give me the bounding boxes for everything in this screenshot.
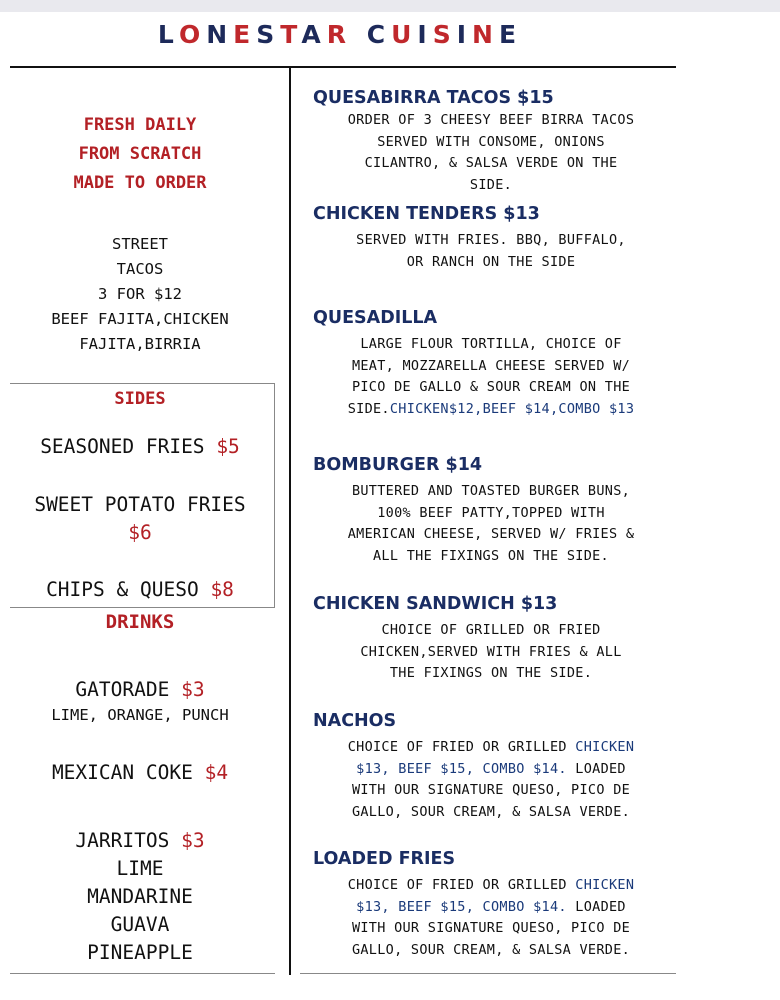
menu-item-quesadilla: QUESADILLA LARGE FLOUR TORTILLA, CHOICE OF MEAT, MOZZARELLA CHEESE SERVED W/ PICO DE GALLO & SOUR CREAM ON THE SIDE.CHICKEN$12,BEEF $14,COMBO $13 xyxy=(313,308,635,417)
menu-item-chicken-tenders: CHICKEN TENDERS $13 SERVED WITH FRIES. BBQ, BUFFALO, OR RANCH ON THE SIDE xyxy=(313,204,626,270)
page-title: LONESTAR CUISINE xyxy=(157,20,523,49)
tagline: FRESH DAILY FROM SCRATCH MADE TO ORDER xyxy=(73,115,207,193)
menu-item-loaded-fries: LOADED FRIES CHOICE OF FRIED OR GRILLED CHICKEN $13, BEEF $15, COMBO $14. LOADED WITH OUR SIGNATURE QUESO, PICO DE GALLO, SOUR CREAM, & SALSA VERDE. xyxy=(313,849,635,958)
menu-item-nachos: NACHOS CHOICE OF FRIED OR GRILLED CHICKEN $13, BEEF $15, COMBO $14. LOADED WITH OUR SIGNATURE QUESO, PICO DE GALLO, SOUR CREAM, & SALSA VERDE. xyxy=(313,711,635,820)
drinks-heading: DRINKS xyxy=(105,611,175,633)
drink-item: MEXICAN COKE $4 xyxy=(51,761,229,784)
street-tacos: STREET TACOS 3 FOR $12 BEEF FAJITA,CHICKEN FAJITA,BIRRIA xyxy=(51,235,229,353)
left-bottom-rule xyxy=(10,973,275,974)
drink-item: JARRITOS $3 LIME MANDARINE GUAVA PINEAPPLE xyxy=(75,829,205,964)
menu-item-bomburger: BOMBURGER $14 BUTTERED AND TOASTED BURGER BUNS, 100% BEEF PATTY,TOPPED WITH AMERICAN CHEESE, SERVED W/ FRIES & ALL THE FIXINGS ON THE SIDE. xyxy=(313,455,635,564)
menu-item-chicken-sandwich: CHICKEN SANDWICH $13 CHOICE OF GRILLED OR FRIED CHICKEN,SERVED WITH FRIES & ALL THE FIXINGS ON THE SIDE. xyxy=(313,594,622,681)
header-divider xyxy=(10,66,676,68)
column-divider xyxy=(289,68,291,975)
top-border xyxy=(0,0,780,12)
drink-item: GATORADE $3 LIME, ORANGE, PUNCH xyxy=(51,678,229,724)
sides-heading: SIDES xyxy=(114,389,166,409)
side-item: SEASONED FRIES $5 xyxy=(40,435,240,458)
side-item: CHIPS & QUESO $8 xyxy=(46,578,234,601)
side-item: SWEET POTATO FRIES $6 xyxy=(34,493,246,544)
menu-item-quesabirra: QUESABIRRA TACOS $15 ORDER OF 3 CHEESY BEEF BIRRA TACOS SERVED WITH CONSOME, ONIONS CILANTRO, & SALSA VERDE ON THE SIDE. xyxy=(313,88,635,193)
right-bottom-rule xyxy=(300,973,676,974)
sides-box-top xyxy=(10,383,275,384)
